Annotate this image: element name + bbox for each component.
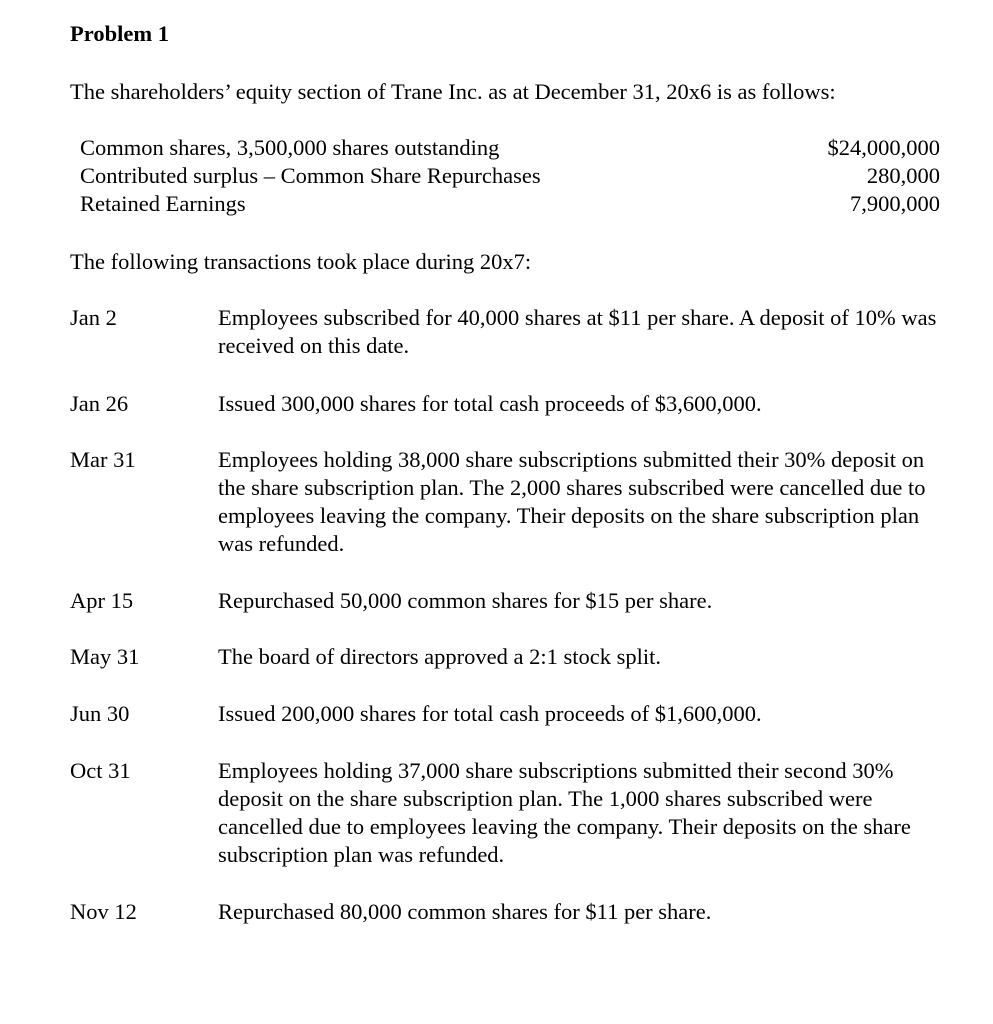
- equity-label: Contributed surplus – Common Share Repurchases: [80, 163, 541, 188]
- transaction-date: Nov 12: [70, 899, 137, 924]
- transaction-text: Issued 200,000 shares for total cash proceeds of $1,600,000.: [218, 701, 762, 726]
- intro-text: The shareholders’ equity section of Trane Inc. as at December 31, 20x6 is as follows:: [70, 79, 836, 104]
- transaction-date: Jan 26: [70, 391, 129, 416]
- transaction-text: Employees holding 38,000 share subscriptions submitted their 30% deposit on the share subscription plan. The 2,000 shares subscribed were cancelled due to employees leaving the company. Their deposits on the share subscription plan was refunded.: [218, 447, 926, 556]
- equity-row: [80, 162, 940, 190]
- transaction-text: Repurchased 80,000 common shares for $11 per share.: [218, 899, 712, 924]
- transaction-date: Jun 30: [70, 701, 130, 726]
- transaction-date: Mar 31: [70, 447, 136, 472]
- equity-row: [80, 134, 940, 162]
- transaction-text: The board of directors approved a 2:1 stock split.: [218, 644, 662, 669]
- transaction-text: Repurchased 50,000 common shares for $15 per share.: [218, 588, 713, 613]
- equity-amount: 280,000: [866, 163, 940, 188]
- equity-amount: 7,900,000: [850, 191, 940, 216]
- transaction-date: Oct 31: [70, 758, 131, 783]
- equity-amount: $24,000,000: [827, 135, 940, 160]
- transaction-date: Apr 15: [70, 588, 134, 613]
- transaction-text: Issued 300,000 shares for total cash proceeds of $3,600,000.: [218, 391, 762, 416]
- transaction-text: Employees holding 37,000 share subscriptions submitted their second 30% deposit on the share subscription plan. The 1,000 shares subscribed were cancelled due to employees leaving the company. Their deposits on the share subscription plan was refunded.: [218, 758, 911, 867]
- transaction-text: Employees subscribed for 40,000 shares at $11 per share. A deposit of 10% was received on this date.: [218, 305, 937, 358]
- problem-title: Problem 1: [70, 21, 169, 46]
- equity-row: [80, 190, 940, 218]
- transaction-date: May 31: [70, 644, 140, 669]
- transaction-date: Jan 2: [70, 305, 117, 330]
- equity-label: Retained Earnings: [80, 191, 246, 216]
- transactions-heading: The following transactions took place during 20x7:: [70, 249, 532, 274]
- equity-label: Common shares, 3,500,000 shares outstanding: [80, 135, 500, 160]
